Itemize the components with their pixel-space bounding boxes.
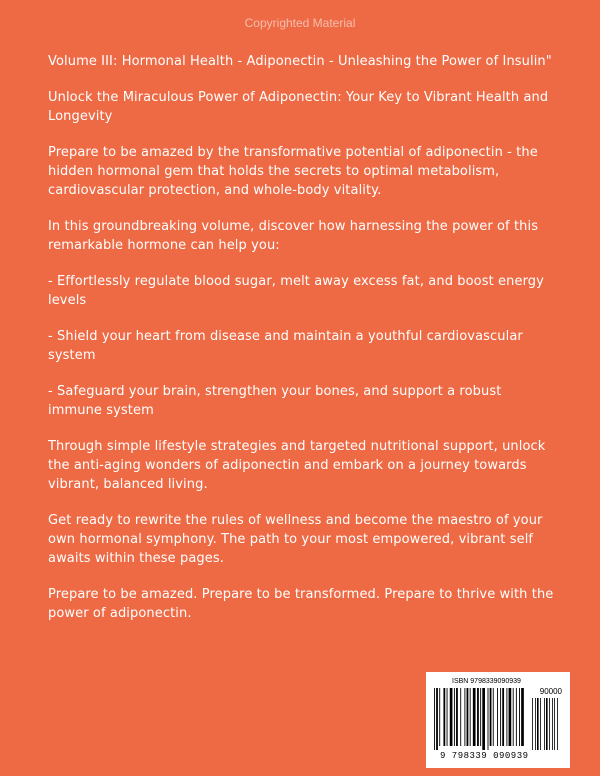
back-cover-text bbox=[48, 52, 558, 640]
lifestyle-paragraph: Through simple lifestyle strategies and targeted nutritional support, unlock the anti-aging wonders of adiponectin and embark on a journey towards vibrant, balanced living. bbox=[48, 439, 546, 492]
wellness-paragraph: Get ready to rewrite the rules of wellness and become the maestro of your own hormonal symphony. The path to your most empowered, vibrant self awaits within these pages. bbox=[48, 513, 543, 566]
watermark-top: Copyrighted Material bbox=[244, 16, 356, 30]
barcode-bars bbox=[432, 686, 564, 752]
intro-paragraph: Prepare to be amazed by the transformative potential of adiponectin - the hidden hormonal gem that holds the secrets to optimal metabolism, cardiovascular protection, and whole-body vitality. bbox=[48, 145, 538, 198]
benefit-item-brain: - Safeguard your brain, strengthen your bones, and support a robust immune system bbox=[48, 384, 502, 418]
closing-paragraph: Prepare to be amazed. Prepare to be transformed. Prepare to thrive with the power of adiponectin. bbox=[48, 587, 554, 621]
tagline: Unlock the Miraculous Power of Adiponectin: Your Key to Vibrant Health and Longevity bbox=[48, 90, 549, 124]
benefit-item-heart: - Shield your heart from disease and maintain a youthful cardiovascular system bbox=[48, 329, 523, 363]
volume-title: Volume III: Hormonal Health - Adiponectin - Unleashing the Power of Insulin" bbox=[48, 54, 552, 69]
benefit-item-blood-sugar: - Effortlessly regulate blood sugar, melt away excess fat, and boost energy levels bbox=[48, 274, 544, 308]
isbn-label: ISBN 9798339090939 bbox=[452, 678, 521, 685]
isbn-barcode bbox=[426, 672, 570, 768]
barcode-digits: 9 798339 090939 bbox=[440, 751, 529, 761]
benefits-intro: In this groundbreaking volume, discover how harnessing the power of this remarkable hormone can help you: bbox=[48, 219, 539, 253]
price-code: 90000 bbox=[539, 687, 562, 696]
